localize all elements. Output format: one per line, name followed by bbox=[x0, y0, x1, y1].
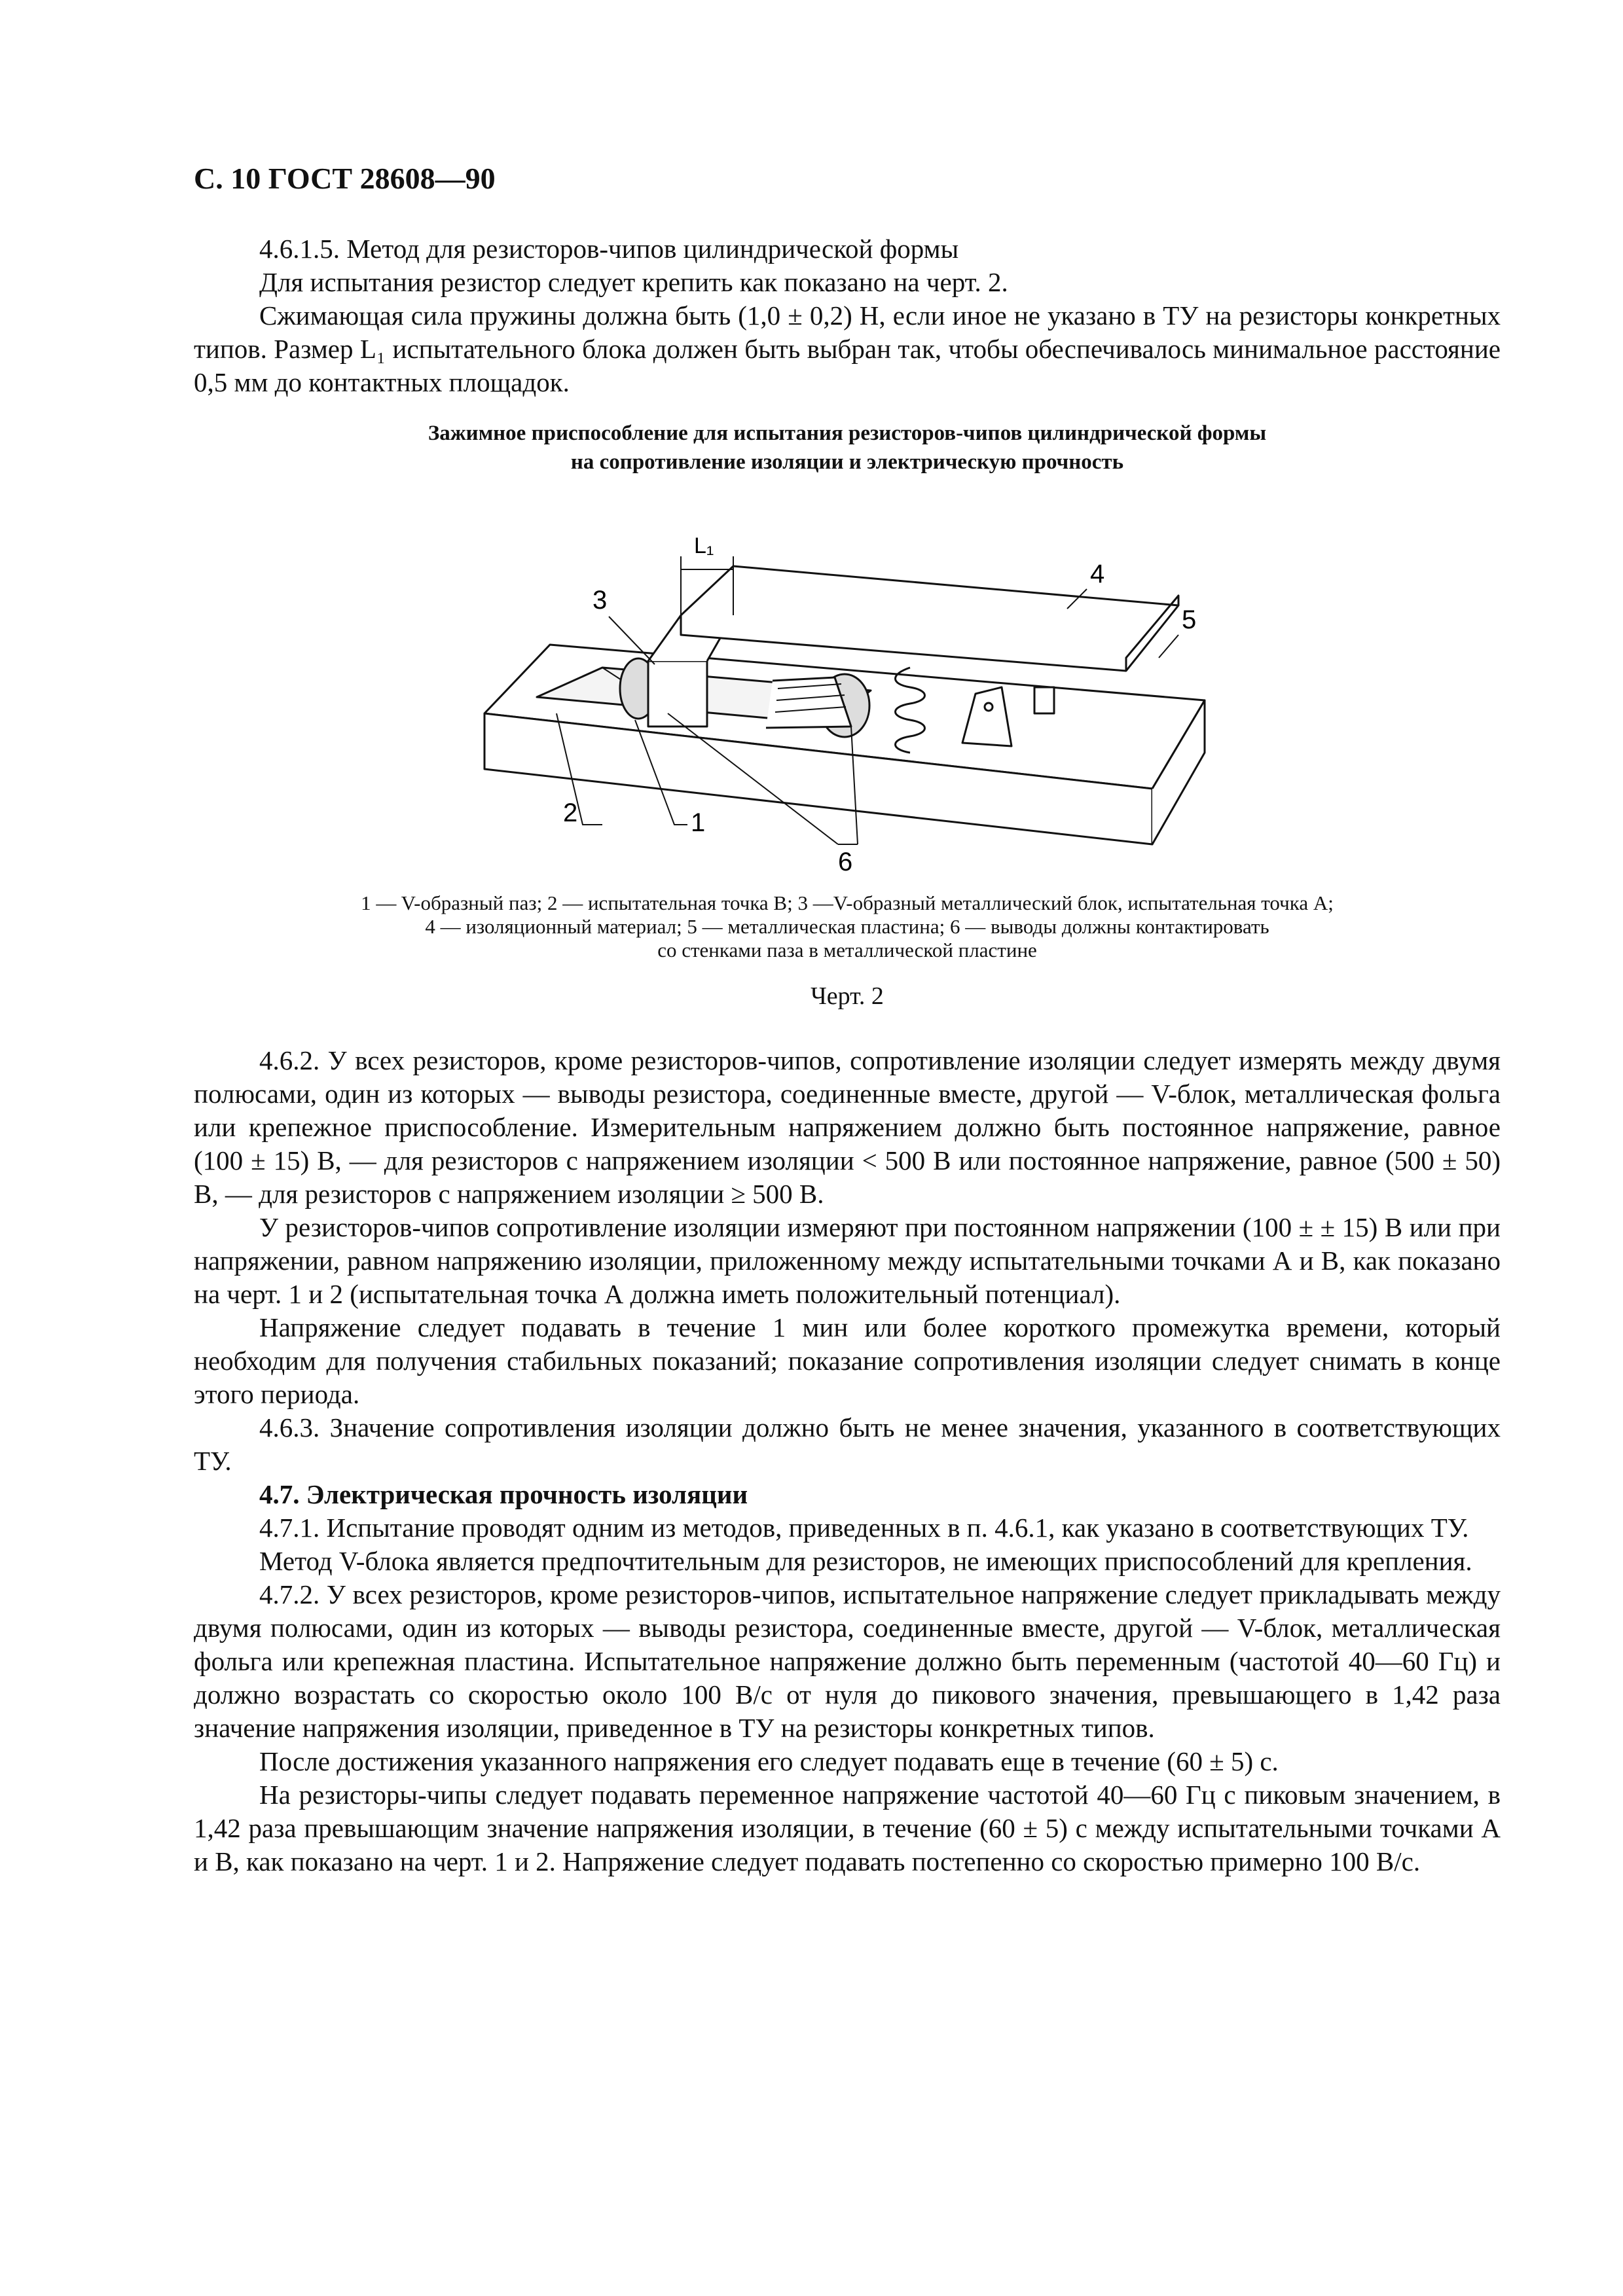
section-title: 4.7. Электрическая прочность изоляции bbox=[259, 1479, 748, 1509]
paragraph: 4.6.2. У всех резисторов, кроме резисторов-чипов, сопротивление изоляции следует измерять между двумя полюсами, один из которых — выводы резистора, соединенные вместе, другой — V-блок, металлическая фольга или крепежное приспособление. Измерительным напряжением должно быть постоянное напряжение, равное (100 ± 15) В, — для резисторов с напряжением изоляции < 500 В или постоянное напряжение, равное (500 ± 50) В, — для резисторов с напряжением изоляции ≥ 500 В. bbox=[194, 1045, 1501, 1209]
paragraph: Метод V-блока является предпочтительным для резисторов, не имеющих приспособлений для крепления. bbox=[259, 1546, 1472, 1576]
caption-line: со стенками паза в металлической пластине bbox=[657, 939, 1037, 961]
paragraph: Сжимающая сила пружины должна быть (1,0 ± 0,2) Н, если иное не указано в ТУ на резисторы конкретных типов. Размер L₁ испытательного блока должен быть выбран так, чтобы обеспечивалось минимальное расстояние 0,5 мм до контактных площадок. bbox=[194, 300, 1501, 397]
figure-caption bbox=[194, 891, 1501, 962]
label-1: 1 bbox=[691, 808, 706, 837]
label-6: 6 bbox=[838, 848, 853, 876]
caption-line: 4 — изоляционный материал; 5 — металлическая пластина; 6 — выводы должны контактировать bbox=[425, 915, 1269, 938]
caption-line: 1 — V-образный паз; 2 — испытательная точка В; 3 —V-образный металлический блок, испытательная точка А; bbox=[361, 891, 1334, 914]
paragraph: После достижения указанного напряжения его следует подавать еще в течение (60 ± 5) с. bbox=[259, 1746, 1279, 1776]
figure-title-line: Зажимное приспособление для испытания резисторов-чипов цилиндрической формы bbox=[428, 422, 1267, 445]
intro-block bbox=[194, 232, 1501, 399]
section-heading bbox=[194, 1478, 1501, 1511]
label-4: 4 bbox=[1090, 560, 1105, 588]
paragraph: 4.6.3. Значение сопротивления изоляции должно быть не менее значения, указанного в соответствующих ТУ. bbox=[194, 1412, 1501, 1476]
figure-title bbox=[194, 419, 1501, 476]
paragraph: 4.7.2. У всех резисторов, кроме резисторов-чипов, испытательное напряжение следует прикладывать между двумя полюсами, один из которых — выводы резистора, соединенные вместе, другой — V-блок, металлическая фольга или крепежная пластина. Испытательное напряжение должно быть переменным (частотой 40—60 Гц) и должно возрастать со скоростью около 100 В/с от нуля до пикового значения, превышающего в 1,42 раза значение напряжения изоляции, приведенное в ТУ на резисторы конкретных типов. bbox=[194, 1579, 1501, 1743]
paragraph: Напряжение следует подавать в течение 1 мин или более короткого промежутка времени, который необходим для получения стабильных показаний; показание сопротивления изоляции следует снимать в конце этого периода. bbox=[194, 1312, 1501, 1409]
paragraph: 4.6.1.5. Метод для резисторов-чипов цилиндрической формы bbox=[259, 234, 959, 264]
paragraph: На резисторы-чипы следует подавать переменное напряжение частотой 40—60 Гц с пиковым значением, в 1,42 раза превышающим значение напряжения изоляции, в течение (60 ± 5) с между испытательными точками А и В, как показано на черт. 1 и 2. Напряжение следует подавать постепенно со скоростью примерно 100 В/с. bbox=[194, 1780, 1501, 1876]
paragraph: 4.7.1. Испытание проводят одним из методов, приведенных в п. 4.6.1, как указано в соответствующих ТУ. bbox=[259, 1513, 1469, 1543]
label-2: 2 bbox=[563, 798, 578, 827]
v-block bbox=[648, 661, 707, 726]
figure-title-line: на сопротивление изоляции и электрическую прочность bbox=[570, 450, 1124, 474]
label-3: 3 bbox=[593, 586, 608, 615]
paragraph: Для испытания резистор следует крепить как показано на черт. 2. bbox=[259, 267, 1008, 297]
label-L1: L₁ bbox=[694, 533, 714, 558]
clamp-fixture-drawing bbox=[458, 517, 1231, 884]
figure-number: Черт. 2 bbox=[811, 982, 884, 1010]
label-5: 5 bbox=[1182, 605, 1197, 634]
page-header: С. 10 ГОСТ 28608—90 bbox=[194, 162, 496, 195]
paragraph: У резисторов-чипов сопротивление изоляции измеряют при постоянном напряжении (100 ± ± 15) В или при напряжении, равном напряжению изоляции, приложенному между испытательными точками А и В, как показано на черт. 1 и 2 (испытательная точка А должна иметь положительный потенциал). bbox=[194, 1212, 1501, 1309]
body-block bbox=[194, 1044, 1501, 1878]
